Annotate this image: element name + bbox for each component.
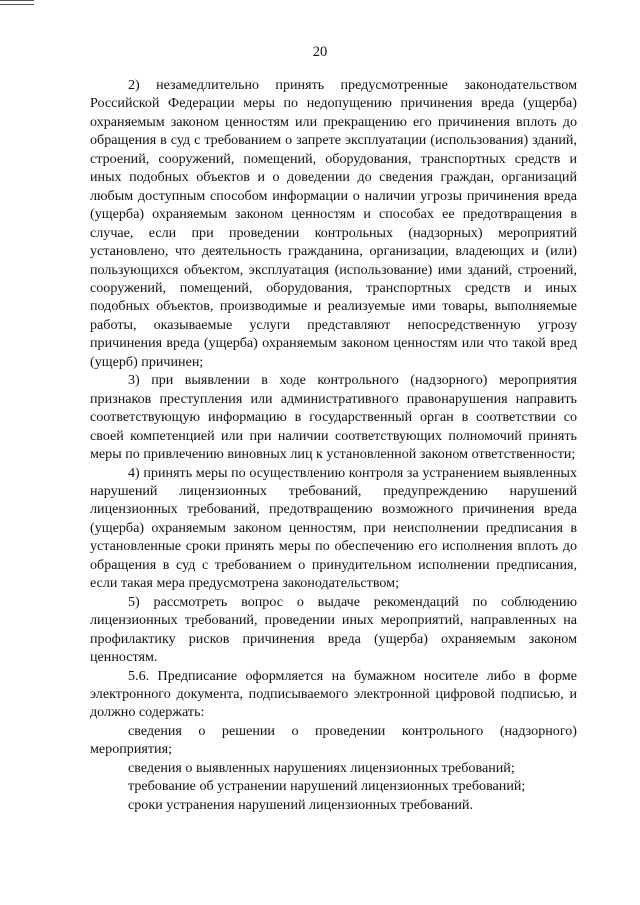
paragraph-item-4: 4) принять меры по осуществлению контроля за устранением выявленных нарушений лицензионных требований, предупреждению нарушений лицензионных требований, предотвращению возможного причинения вреда (ущерба) охраняемым законом ценностям, при неисполнении предписания в установленные сроки принять меры по обеспечению его исполнения вплоть до обращения в суд с требованием о принудительном исполнении предписания, если такая мера предусмотрена законодательством; [90,464,577,592]
list-item-violations: сведения о выявленных нарушениях лицензионных требований; [128,759,515,776]
scan-corner-mark [0,0,34,5]
paragraph-item-3: 3) при выявлении в ходе контрольного (надзорного) мероприятия признаков преступления или административного правонарушения направить соответствующую информацию в государственный орган в соответствии со своей компетенцией или при наличии соответствующих полномочий принять меры по привлечению виновных лиц к установленной законом ответственности; [90,372,577,463]
list-item-decision: сведения о решении о проведении контрольного (надзорного) мероприятия; [90,722,577,758]
paragraph-item-5: 5) рассмотреть вопрос о выдаче рекомендаций по соблюдению лицензионных требований, проведении иных мероприятий, направленных на профилактику рисков причинения вреда (ущерба) охраняемым законом ценностям. [90,593,577,666]
paragraph-5-6: 5.6. Предписание оформляется на бумажном носителе либо в форме электронного документа, подписываемого электронной цифровой подписью, и должно содержать: [90,667,577,721]
document-body [90,76,577,814]
list-item-deadlines: сроки устранения нарушений лицензионных требований. [128,796,473,813]
page-number: 20 [312,44,328,60]
list-item-requirement: требование об устранении нарушений лицензионных требований; [128,778,526,795]
paragraph-item-2: 2) незамедлительно принять предусмотренные законодательством Российской Федерации меры по недопущению причинения вреда (ущерба) охраняемым законом ценностям или прекращению его причинения вплоть до обращения в суд с требованием о запрете эксплуатации (использования) зданий, строений, сооружений, помещений, оборудования, транспортных средств и иных подобных объектов и о доведении до сведения граждан, организаций любым доступным способом информации о наличии угрозы причинения вреда (ущерба) охраняемым законом ценностям и способах ее предотвращения в случае, если при проведении контрольных (надзорных) мероприятий установлено, что деятельность гражданина, организации, владеющих и (или) пользующихся объектом, эксплуатация (использование) ими зданий, строений, сооружений, помещений, оборудования, транспортных средств и иных подобных объектов, производимые и реализуемые ими товары, выполняемые работы, оказываемые услуги представляют непосредственную угрозу причинения вреда (ущерба) охраняемым законом ценностям или что такой вред (ущерб) причинен; [90,77,577,370]
